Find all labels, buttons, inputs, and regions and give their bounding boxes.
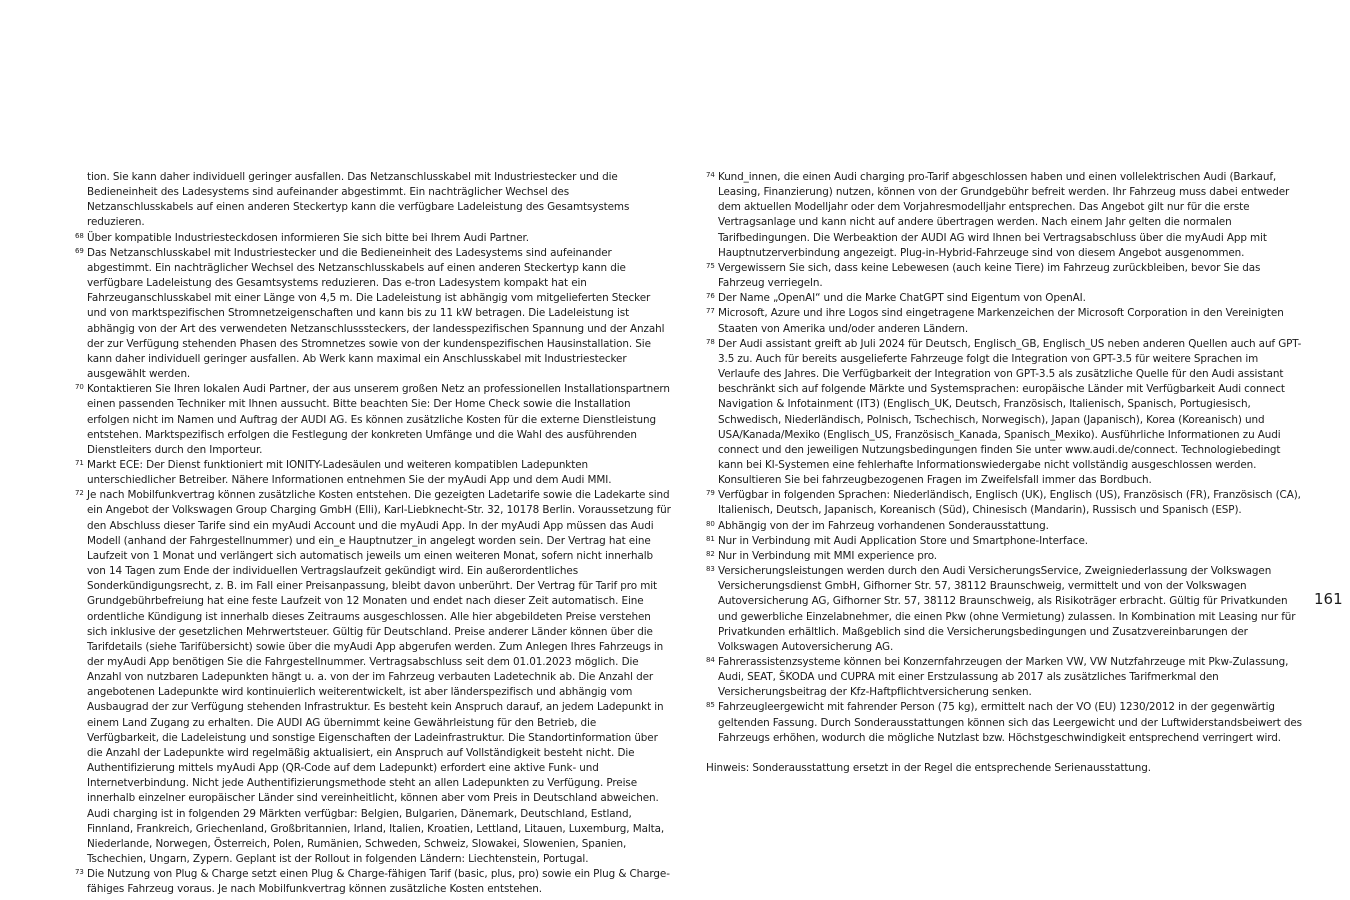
footnote-number: 79 xyxy=(706,489,715,498)
continued-footnote-text: tion. Sie kann daher individuell geringer ausfallen. Das Netzanschlusskabel mit Industriestecker und die Bedieneinheit des Ladesystems sind aufeinander abgestimmt. Ein nachträglicher Wechsel des Netzanschlusskabels auf einen anderen Steckertyp kann die verfügbare Ladeleistung des Gesamtsystems reduzieren. xyxy=(87,171,630,229)
footnote-76 xyxy=(706,291,1303,306)
footnote-69 xyxy=(75,246,671,382)
equipment-note: Hinweis: Sonderausstattung ersetzt in der Regel die entsprechende Serienausstattung. xyxy=(706,761,1151,774)
footnote-70 xyxy=(75,382,671,458)
footnote-number: 72 xyxy=(75,489,84,498)
footnote-81 xyxy=(706,534,1303,549)
footnote-text: Fahrzeugleergewicht mit fahrender Person (75 kg), ermittelt nach der VO (EU) 1230/2012 in der gegenwärtig geltenden Fassung. Durch Sonderausstattungen können sich das Leergewicht und der Luftwiderstandsbeiwert des Fahrzeugs erhöhen, wodurch die mögliche Nutzlast bzw. Höchstgeschwindigkeit entsprechend verringert wird. xyxy=(718,701,1302,744)
footnote-number: 71 xyxy=(75,458,84,467)
footnote-text: Versicherungsleistungen werden durch den Audi VersicherungsService, Zweigniederlassung der Volkswagen Versicherungsdienst GmbH, Gifhorner Str. 57, 38112 Braunschweig, vermittelt und von der Volkswagen Autoversicherung AG, Gifhorner Str. 57, 38112 Braunschweig, als Risikoträger erbracht. Gültig für Privatkunden und gewerbliche Einzelabnehmer, die einen Pkw (ohne Vermietung) zulassen. In Kombination mit Leasing nur für Privatkunden erhältlich. Maßgeblich sind die Versicherungsbedingungen und Zusatzvereinbarungen der Volkswagen Autoversicherung AG. xyxy=(718,565,1296,653)
footnote-80 xyxy=(706,519,1303,534)
footnote-78 xyxy=(706,337,1303,489)
footnote-number: 68 xyxy=(75,231,84,240)
footnote-number: 69 xyxy=(75,246,84,255)
footnote-68 xyxy=(75,231,671,246)
footnote-text: Kontaktieren Sie Ihren lokalen Audi Partner, der aus unserem großen Netz an professionellen Installationspartnern einen passenden Techniker mit Ihnen aussucht. Bitte beachten Sie: Der Home Check sowie die Installation erfolgen nicht im Namen und Auftrag der AUDI AG. Es können zusätzliche Kosten für die externe Dienstleistung entstehen. Marktspezifisch erfolgen die Festlegung der konkreten Umfänge und die Wahl des ausführenden Dienstleiters durch den Importeur. xyxy=(87,383,670,456)
footnote-71 xyxy=(75,458,671,488)
footnote-number: 70 xyxy=(75,383,84,392)
footnotes-left-column xyxy=(75,170,671,898)
footnote-number: 84 xyxy=(706,656,715,664)
footnote-text: Markt ECE: Der Dienst funktioniert mit IONITY-Ladesäulen und weiteren kompatiblen Ladepunkten unterschiedlicher Betreiber. Nähere Informationen entnehmen Sie der myAudi App und dem Audi MMI. xyxy=(87,458,612,487)
footnote-85 xyxy=(706,700,1303,745)
footnote-text: Verfügbar in folgenden Sprachen: Niederländisch, Englisch (UK), Englisch (US), Französisch (FR), Französisch (CA), Italienisch, Deutsch, Japanisch, Koreanisch (Süd), Chinesisch (Mandarin), Russisch und Spanisch (ESP). xyxy=(718,489,1301,517)
footnote-text: Abhängig von der im Fahrzeug vorhandenen Sonderausstattung. xyxy=(718,519,1049,532)
footnote-75 xyxy=(706,261,1303,291)
footnotes-right-column xyxy=(706,170,1303,776)
footnote-text: Fahrerassistenzsysteme können bei Konzernfahrzeugen der Marken VW, VW Nutzfahrzeuge mit Pkw-Zulassung, Audi, SEAT, ŠKODA und CUPRA mit einer Erstzulassung ab 2017 als zusätzliches Tarifmerkmal den Versicherungsbeitrag der Kfz-Haftpflichtversicherung senken. xyxy=(718,656,1289,699)
footnote-number: 78 xyxy=(706,337,715,346)
footnote-text: Die Nutzung von Plug & Charge setzt einen Plug & Charge-fähigen Tarif (basic, plus, pro) sowie ein Plug & Charge-fähiges Fahrzeug voraus. Je nach Mobilfunkvertrag können zusätzliche Kosten entstehen. xyxy=(87,868,670,896)
footnote-paragraph: Audi charging ist in folgenden 29 Märkten verfügbar: Belgien, Bulgarien, Dänemark, Deutschland, Estland, Finnland, Frankreich, Griechenland, Großbritannien, Irland, Italien, Kroatien, Lettland, Litauen, Luxemburg, Malta, Niederlande, Norwegen, Österreich, Polen, Rumänien, Schweden, Schweiz, Slowakei, Slowenien, Spanien, Tschechien, Ungarn, Zypern. Geplant ist der Rollout in folgenden Ländern: Liechtenstein, Portugal. xyxy=(87,807,665,866)
footnote-number: 75 xyxy=(706,261,715,270)
footnote-72 xyxy=(75,488,671,867)
footnote-number: 83 xyxy=(706,565,715,574)
footnote-text: Der Name „OpenAI“ und die Marke ChatGPT sind Eigentum von OpenAI. xyxy=(718,292,1086,305)
footnote-text: Kund_innen, die einen Audi charging pro-Tarif abgeschlossen haben und einen vollelektrischen Audi (Barkauf, Leasing, Finanzierung) nutzen, können von der Grundgebühr befreit werden. Ihr Fahrzeug muss dabei entweder dem aktuellen Modelljahr oder dem Vorjahresmodelljahr entsprechen. Das Angebot gilt nur für die erste Vertragsanlage und kann nicht auf andere übertragen werden. Nach einem Jahr gelten die normalen Tarifbedingungen. Die Werbeaktion der AUDI AG wird Ihnen bei Vertragsabschluss über die myAudi App mit Hauptnutzerverbindung angezeigt. Plug-in-Hybrid-Fahrzeuge sind von diesem Angebot ausgenommen. xyxy=(718,171,1290,259)
footnote-number: 73 xyxy=(75,868,84,877)
footnote-text: Je nach Mobilfunkvertrag können zusätzliche Kosten entstehen. Die gezeigten Ladetarife sowie die Ladekarte sind ein Angebot der Volkswagen Group Charging GmbH (Elli), Karl-Liebknecht-Str. 32, 10178 Berlin. Voraussetzung für den Abschluss dieser Tarife sind ein myAudi Account und die myAudi App. In der myAudi App müssen das Audi Modell (anhand der Fahrgestellnummer) und ein_e Hauptnutzer_in angelegt worden sein. Der Vertrag hat eine Laufzeit von 1 Monat und verlängert sich automatisch jeweils um einen weiteren Monat, sofern nicht innerhalb von 14 Tagen zum Ende der individuellen Vertragslaufzeit gekündigt wird. Ein außerordentliches Sonderkündigungsrecht, z. B. im Fall einer Preisanpassung, bleibt davon unberührt. Der Vertrag für Tarif pro mit Grundgebührbefreiung hat eine feste Laufzeit von 12 Monaten und endet nach dieser Zeit automatisch. Eine ordentliche Kündigung ist innerhalb dieses Zeitraums ausgeschlossen. Alle hier abgebildeten Preise verstehen sich inklusive der gesetzlichen Mehrwertsteuer. Gültig für Deutschland. Preise anderer Länder können über die Tarifdetails (siehe Tarifübersicht) sowie über die myAudi App abgerufen werden. Zum Anlegen Ihres Fahrzeugs in der myAudi App benötigen Sie die Fahrgestellnummer. Vertragsabschluss seit dem 01.01.2023 möglich. Die Anzahl von nutzbaren Ladepunkten hängt u. a. von der im Fahrzeug verbauten Ladetechnik ab. Die Anzahl der angebotenen Ladepunkte wird kontinuierlich weiterentwickelt, ist aber länderspezifisch und abhängig vom Ausbaugrad der zur Verfügung stehenden Infrastruktur. Es besteht kein Anspruch darauf, an jedem Ladepunkt in einem Land Zugang zu erhalten. Die AUDI AG übernimmt keine Gewährleistung für den Betrieb, die Verfügbarkeit, die Ladeleistung und sonstige Eigenschaften der Ladeinfrastruktur. Die Standortinformation über die Anzahl der Ladepunkte wird regelmäßig aktualisiert, ein Anspruch auf Vollständigkeit besteht nicht. Die Authentifizierung mittels myAudi App (QR-Code auf dem Ladepunkt) erfordert eine aktive Funk- und Internetverbindung. Nicht jede Authentifizierungsmethode steht an allen Ladepunkten zu Verfügung. Preise innerhalb einzelner europäischer Länder sind vereinheitlicht, können aber vom Preis in Deutschland abweichen. xyxy=(87,489,671,805)
footnote-text: Das Netzanschlusskabel mit Industriestecker und die Bedieneinheit des Ladesystems sind aufeinander abgestimmt. Ein nachträglicher Wechsel des Netzanschlusskabels auf einen anderen Steckertyp kann die verfügbare Ladeleistung des Gesamtsystems reduzieren. Das e-tron Ladesystem kompakt hat ein Fahrzeuganschlusskabel mit einer Länge von 4,5 m. Die Ladeleistung ist abhängig vom mitgelieferten Stecker und von marktspezifischen Stromnetzeigenschaften und kann bis zu 11 kW betragen. Die Ladeleistung ist abhängig von der Art des verwendeten Netzanschlusssteckers, der landesspezifischen Spannung und der Anzahl der zur Verfügung stehenden Phasen des Stromnetzes sowie von der kundenspezifischen Hausinstallation. Sie kann daher individuell geringer ausfallen. Ab Werk kann maximal ein Anschlusskabel mit Industriestecker ausgewählt werden. xyxy=(87,246,665,381)
footnote-number: 80 xyxy=(706,519,715,528)
footnote-82 xyxy=(706,549,1303,564)
footnote-73 xyxy=(75,867,671,897)
footnote-text: Der Audi assistant greift ab Juli 2024 für Deutsch, Englisch_GB, Englisch_US neben anderen Quellen auch auf GPT-3.5 zu. Auch für bereits ausgelieferte Fahrzeuge folgt die Integration von GPT-3.5 für weitere Sprachen im Verlaufe des Jahres. Die Verfügbarkeit der Integration von GPT-3.5 als zusätzliche Quelle für den Audi assistant beschränkt sich auf folgende Märkte und Systemsprachen: europäische Länder mit Verfügbarkeit Audi connect Navigation & Infotainment (IT3) (Englisch_UK, Deutsch, Französisch, Italienisch, Spanisch, Portugiesisch, Schwedisch, Niederländisch, Polnisch, Tschechisch, Norwegisch), Japan (Japanisch), Korea (Koreanisch) und USA/Kanada/Mexiko (Englisch_US, Französisch_Kanada, Spanisch_Mexiko). Ausführliche Informationen zu Audi connect und den jeweiligen Nutzungsbedingungen finden Sie unter www.audi.de/connect. Technologiebedingt kann bei KI-Systemen eine fehlerhafte Informationswiedergabe nicht vollständig ausgeschlossen werden. Konsultieren Sie bei fahrzeugbezogenen Fragen im Zweifelsfall immer das Bordbuch. xyxy=(718,337,1302,487)
footnote-number: 82 xyxy=(706,549,715,558)
footnote-74 xyxy=(706,170,1303,261)
footnote-text: Nur in Verbindung mit MMI experience pro. xyxy=(718,549,937,562)
footnote-number: 77 xyxy=(706,307,715,316)
page-number: 161 xyxy=(1314,590,1343,608)
footnote-79 xyxy=(706,488,1303,518)
footnote-83 xyxy=(706,564,1303,655)
footnote-84 xyxy=(706,655,1303,700)
footnote-text: Microsoft, Azure und ihre Logos sind eingetragene Markenzeichen der Microsoft Corporation in den Vereinigten Staaten von Amerika und/oder anderen Ländern. xyxy=(718,307,1284,335)
footnote-text: Nur in Verbindung mit Audi Application Store und Smartphone-Interface. xyxy=(718,534,1088,547)
footnote-number: 85 xyxy=(706,701,715,710)
footnote-number: 81 xyxy=(706,534,715,543)
footnote-77 xyxy=(706,306,1303,336)
footnote-text: Über kompatible Industriesteckdosen informieren Sie sich bitte bei Ihrem Audi Partner. xyxy=(87,231,529,244)
footnote-number: 74 xyxy=(706,171,715,179)
footnote-text: Vergewissern Sie sich, dass keine Lebewesen (auch keine Tiere) im Fahrzeug zurückbleiben, bevor Sie das Fahrzeug verriegeln. xyxy=(718,261,1261,290)
footnote-number: 76 xyxy=(706,292,715,301)
